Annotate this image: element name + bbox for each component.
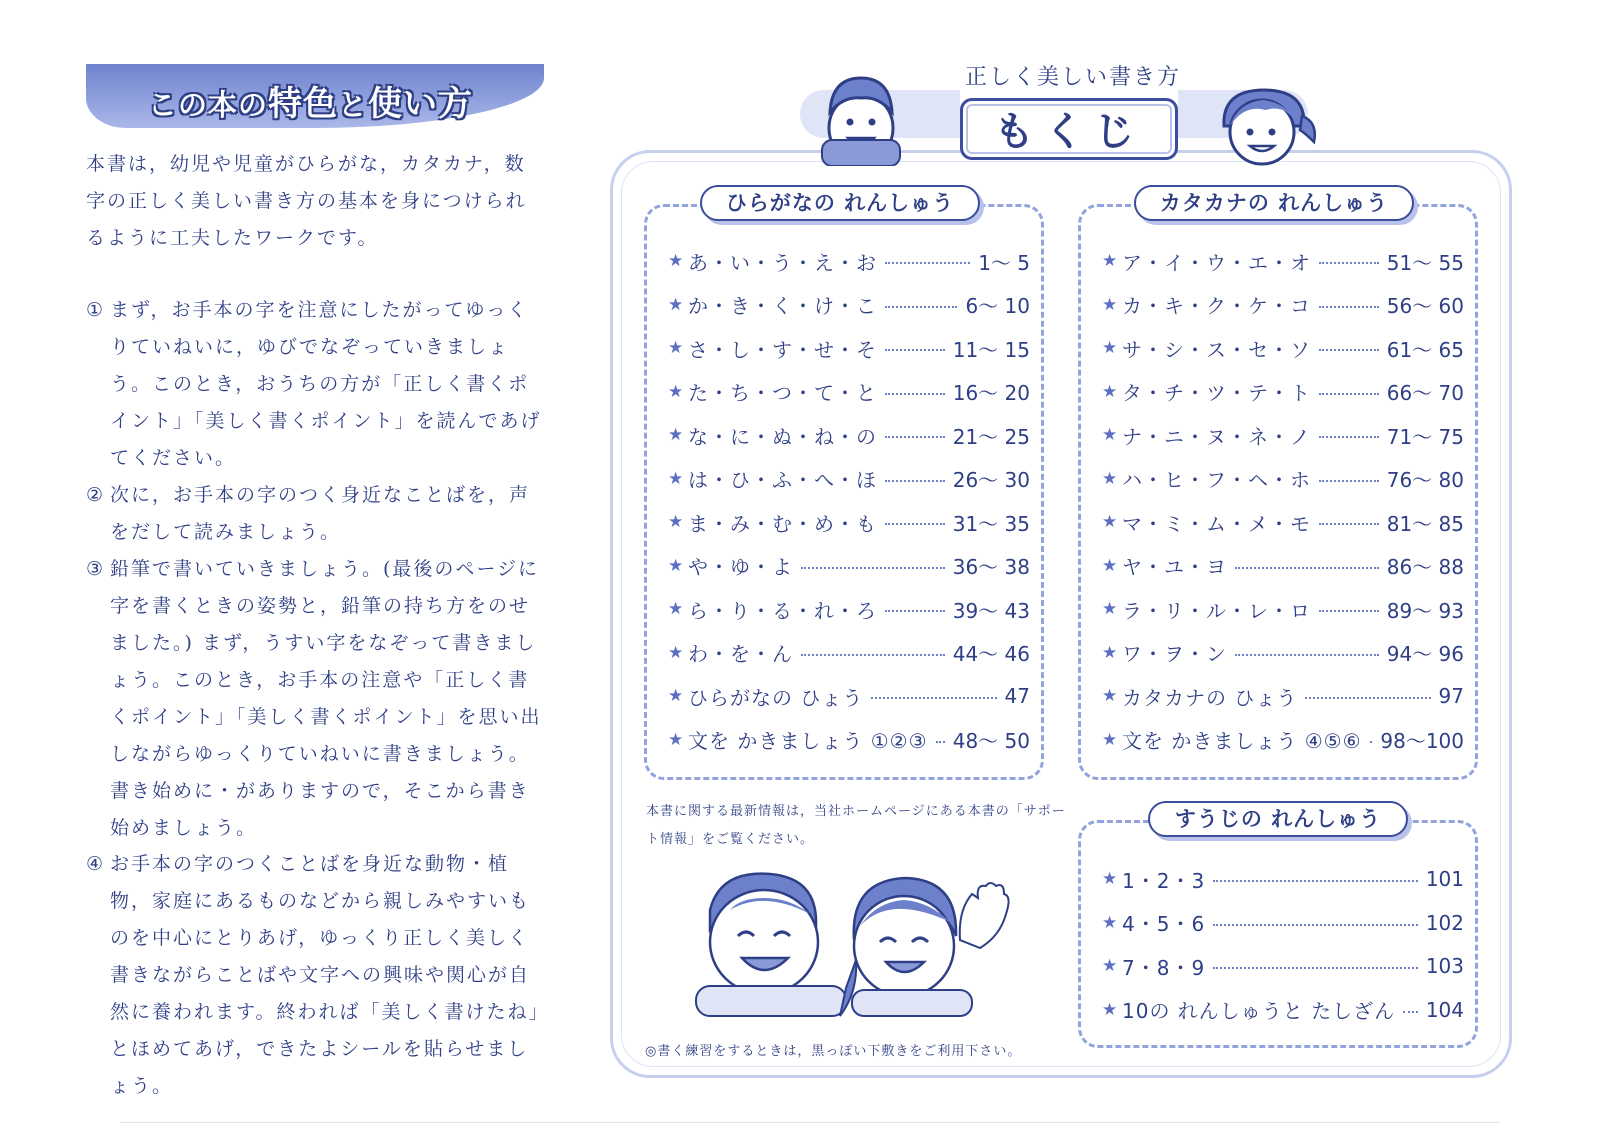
intro-step-1 xyxy=(86,292,548,477)
hiragana-toc-row xyxy=(668,681,1030,711)
girl-mascot-icon xyxy=(1214,86,1320,170)
star-icon: ★ xyxy=(1102,729,1118,750)
toc-entry-pages: 104 xyxy=(1425,997,1464,1022)
star-icon: ★ xyxy=(1102,869,1118,889)
toc-entry-label: 10の れんしゅうと たしざん xyxy=(1122,999,1396,1023)
boy-mascot-icon xyxy=(818,70,904,166)
toc-entry-pages: 101 xyxy=(1425,867,1464,891)
leader-dots xyxy=(1403,1011,1418,1013)
star-icon: ★ xyxy=(1102,425,1118,445)
toc-entry-pages: 44〜 46 xyxy=(952,642,1030,666)
hiragana-toc-row xyxy=(668,246,1030,276)
toc-entry-label: ヤ・ユ・ヨ xyxy=(1122,555,1227,579)
step-text: 次に，お手本の字のつく身近なことばを，声をだして読みましょう。 xyxy=(110,484,531,543)
toc-entry-label: な・に・ぬ・ね・の xyxy=(688,424,877,449)
star-icon: ★ xyxy=(1102,381,1118,402)
hiragana-toc-row xyxy=(668,594,1030,624)
star-icon: ★ xyxy=(668,729,684,750)
star-icon: ★ xyxy=(1102,468,1118,489)
leader-dots xyxy=(1319,393,1379,395)
toc-entry-pages: 6〜 10 xyxy=(965,294,1030,318)
step-number: ① xyxy=(86,299,106,321)
leader-dots xyxy=(885,349,945,351)
star-icon: ★ xyxy=(1102,251,1118,271)
hiragana-toc-row xyxy=(668,464,1030,494)
leader-dots xyxy=(1213,967,1418,969)
toc-entry-pages: 48〜 50 xyxy=(952,729,1030,753)
star-icon: ★ xyxy=(668,686,684,706)
star-icon: ★ xyxy=(668,642,684,663)
toc-entry-pages: 103 xyxy=(1425,954,1464,978)
step-text: まず，お手本の字を注意にしたがってゆっくりていねいに，ゆびでなぞっていきましょう。このとき，おうちの方が「正しく書くポイント」「美しく書くポイント」を読んであげてください。 xyxy=(110,299,542,469)
katakana-toc-row xyxy=(1102,333,1464,363)
toc-entry-label: マ・ミ・ム・メ・モ xyxy=(1122,511,1311,536)
leader-dots xyxy=(885,262,970,264)
katakana-toc-row xyxy=(1102,594,1464,624)
hiragana-toc-row xyxy=(668,420,1030,450)
leader-dots xyxy=(801,654,945,656)
toc-entry-label: や・ゆ・よ xyxy=(688,555,793,579)
leader-dots xyxy=(1213,924,1418,926)
toc-entry-pages: 61〜 65 xyxy=(1386,337,1464,362)
star-icon: ★ xyxy=(1102,956,1118,976)
hiragana-toc-row xyxy=(668,551,1030,581)
step-text: お手本の字のつくことばを身近な動物・植物，家庭にあるものなどから親しみやすいものを中心にとりあげ，ゆっくり正しく美しく書きながらことばや文字への興味や関心が自然に養われます。終われば「美しく書けたね」とほめてあげ，できたよシールを貼らせましょう。 xyxy=(110,853,540,1097)
toc-entry-label: ひらがなの ひょう xyxy=(688,685,864,710)
toc-entry-label: タ・チ・ツ・テ・ト xyxy=(1122,381,1311,405)
leader-dots xyxy=(1319,523,1379,525)
toc-entry-label: カ・キ・ク・ケ・コ xyxy=(1122,294,1311,318)
step-number: ④ xyxy=(86,853,106,875)
intro-title xyxy=(148,76,473,125)
toc-entry-label: 文を かきましょう ④⑤⑥ xyxy=(1122,729,1362,753)
intro-title-usage: 使い方 xyxy=(368,84,474,124)
star-icon: ★ xyxy=(1102,555,1118,576)
star-icon: ★ xyxy=(668,555,684,576)
katakana-toc-row xyxy=(1102,290,1464,320)
footnote: ◎書く練習をするときは，黒っぽい下敷きをご利用下さい。 xyxy=(645,1044,1022,1059)
leader-dots xyxy=(801,567,945,569)
toc-entry-pages: 51〜 55 xyxy=(1386,250,1464,275)
star-icon: ★ xyxy=(668,468,684,489)
star-icon: ★ xyxy=(668,381,684,402)
katakana-toc-row xyxy=(1102,725,1464,755)
toc-title: もくじ xyxy=(994,109,1144,155)
toc-entry-label: ハ・ヒ・フ・ヘ・ホ xyxy=(1122,468,1311,492)
toc-entry-pages: 31〜 35 xyxy=(952,511,1030,536)
toc-entry-label: わ・を・ん xyxy=(688,642,793,666)
leader-dots xyxy=(885,306,957,308)
toc-subtitle: 正しく美しい書き方 xyxy=(964,65,1181,90)
hiragana-toc-row xyxy=(668,333,1030,363)
toc-entry-label: か・き・く・け・こ xyxy=(688,294,877,318)
star-icon: ★ xyxy=(668,251,684,271)
leader-dots xyxy=(1319,480,1379,482)
toc-entry-pages: 102 xyxy=(1425,910,1464,935)
leader-dots xyxy=(1370,741,1373,743)
numbers-toc-row xyxy=(1102,951,1464,981)
leader-dots xyxy=(1305,697,1430,699)
intro-step-4 xyxy=(86,846,548,1105)
numbers-toc-row xyxy=(1102,995,1464,1025)
toc-entry-pages: 21〜 25 xyxy=(952,424,1030,449)
leader-dots xyxy=(936,741,945,743)
toc-entry-label: ラ・リ・ル・レ・ロ xyxy=(1122,598,1311,623)
leader-dots xyxy=(871,697,996,699)
toc-entry-label: サ・シ・ス・セ・ソ xyxy=(1122,337,1311,362)
step-number: ② xyxy=(86,484,106,506)
intro-step-3 xyxy=(86,551,548,847)
katakana-toc-row xyxy=(1102,507,1464,537)
toc-entry-pages: 1〜 5 xyxy=(978,250,1030,275)
toc-entry-pages: 97 xyxy=(1438,684,1464,708)
numbers-heading: すうじの れんしゅう xyxy=(1148,801,1408,837)
hiragana-heading: ひらがなの れんしゅう xyxy=(700,185,980,221)
hiragana-toc-row xyxy=(668,507,1030,537)
leader-dots xyxy=(1319,436,1379,438)
leader-dots xyxy=(1319,306,1379,308)
toc-entry-pages: 47 xyxy=(1004,684,1030,708)
hiragana-toc-row xyxy=(668,725,1030,755)
katakana-toc-row xyxy=(1102,377,1464,407)
toc-entry-pages: 66〜 70 xyxy=(1386,381,1464,405)
intro-step-2 xyxy=(86,477,548,551)
katakana-toc-row xyxy=(1102,464,1464,494)
toc-entry-label: ナ・ニ・ヌ・ネ・ノ xyxy=(1122,424,1311,449)
toc-entry-label: 7・8・9 xyxy=(1122,955,1206,980)
leader-dots xyxy=(885,436,945,438)
star-icon: ★ xyxy=(668,425,684,445)
intro-title-feature: 特色 xyxy=(268,84,339,124)
leader-dots xyxy=(1319,262,1379,264)
katakana-toc-row xyxy=(1102,420,1464,450)
numbers-toc-row xyxy=(1102,908,1464,938)
toc-entry-pages: 94〜 96 xyxy=(1386,642,1464,666)
toc-entry-pages: 11〜 15 xyxy=(952,337,1030,362)
star-icon: ★ xyxy=(668,338,684,358)
hiragana-toc-row xyxy=(668,377,1030,407)
star-icon: ★ xyxy=(1102,642,1118,663)
star-icon: ★ xyxy=(668,294,684,315)
toc-entry-pages: 76〜 80 xyxy=(1386,468,1464,492)
katakana-toc-row xyxy=(1102,638,1464,668)
toc-entry-label: 4・5・6 xyxy=(1122,912,1206,936)
toc-entry-label: あ・い・う・え・お xyxy=(688,250,877,275)
star-icon: ★ xyxy=(1102,686,1118,706)
toc-entry-label: ら・り・る・れ・ろ xyxy=(688,598,877,623)
leader-dots xyxy=(1319,610,1379,612)
star-icon: ★ xyxy=(668,512,684,532)
toc-entry-label: た・ち・つ・て・と xyxy=(688,381,877,405)
hiragana-toc-row xyxy=(668,290,1030,320)
toc-entry-label: は・ひ・ふ・へ・ほ xyxy=(688,468,877,492)
children-illustration-icon xyxy=(690,870,1030,1020)
numbers-toc-row xyxy=(1102,864,1464,894)
leader-dots xyxy=(1235,654,1379,656)
leader-dots xyxy=(885,610,945,612)
star-icon: ★ xyxy=(1102,999,1118,1020)
toc-entry-label: 文を かきましょう ①②③ xyxy=(688,729,928,753)
toc-entry-pages: 89〜 93 xyxy=(1386,598,1464,623)
toc-entry-pages: 16〜 20 xyxy=(952,381,1030,405)
intro-title-prefix: この本の xyxy=(148,88,269,122)
toc-entry-label: 1・2・3 xyxy=(1122,868,1206,893)
toc-entry-label: ア・イ・ウ・エ・オ xyxy=(1122,250,1311,275)
toc-entry-label: さ・し・す・せ・そ xyxy=(688,337,877,362)
leader-dots xyxy=(885,523,945,525)
star-icon: ★ xyxy=(1102,599,1118,619)
toc-entry-label: ワ・ヲ・ン xyxy=(1122,642,1227,666)
toc-entry-pages: 56〜 60 xyxy=(1386,294,1464,318)
leader-dots xyxy=(885,393,945,395)
page-bottom-rule xyxy=(120,1122,1500,1123)
star-icon: ★ xyxy=(1102,912,1118,933)
support-note: 本書に関する最新情報は，当社ホームページにある本書の「サポート情報」をご覧ください。 xyxy=(646,804,1066,847)
katakana-toc-row xyxy=(1102,551,1464,581)
katakana-heading: カタカナの れんしゅう xyxy=(1134,185,1414,221)
star-icon: ★ xyxy=(1102,294,1118,315)
toc-entry-label: カタカナの ひょう xyxy=(1122,685,1298,710)
katakana-toc-row xyxy=(1102,246,1464,276)
leader-dots xyxy=(1235,567,1379,569)
hiragana-toc-row xyxy=(668,638,1030,668)
leader-dots xyxy=(885,480,945,482)
toc-entry-pages: 26〜 30 xyxy=(952,468,1030,492)
katakana-toc-row xyxy=(1102,681,1464,711)
toc-entry-label: ま・み・む・め・も xyxy=(688,511,877,536)
toc-entry-pages: 86〜 88 xyxy=(1386,555,1464,579)
step-text: 鉛筆で書いていきましょう。(最後のページに字を書くときの姿勢と，鉛筆の持ち方をのせました。) まず，うすい字をなぞって書きましょう。このとき，お手本の注意や「正しく書くポイント」「美しく書くポイント」を思い出しながらゆっくりていねいに書きましょう。書き始めに・がありますので，そこから書き始めましょう。 xyxy=(110,558,542,839)
toc-entry-pages: 36〜 38 xyxy=(952,555,1030,579)
intro-lead-paragraph: 本書は，幼児や児童がひらがな，カタカナ，数字の正しく美しい書き方の基本を身につけられるように工夫したワークです。 xyxy=(86,153,527,249)
toc-entry-pages: 71〜 75 xyxy=(1386,424,1464,449)
leader-dots xyxy=(1319,349,1379,351)
leader-dots xyxy=(1213,880,1418,882)
star-icon: ★ xyxy=(1102,338,1118,358)
intro-title-mid: と xyxy=(338,88,369,122)
toc-entry-pages: 81〜 85 xyxy=(1386,511,1464,536)
toc-entry-pages: 98〜100 xyxy=(1380,729,1464,753)
star-icon: ★ xyxy=(1102,512,1118,532)
star-icon: ★ xyxy=(668,599,684,619)
toc-entry-pages: 39〜 43 xyxy=(952,598,1030,623)
step-number: ③ xyxy=(86,558,106,580)
